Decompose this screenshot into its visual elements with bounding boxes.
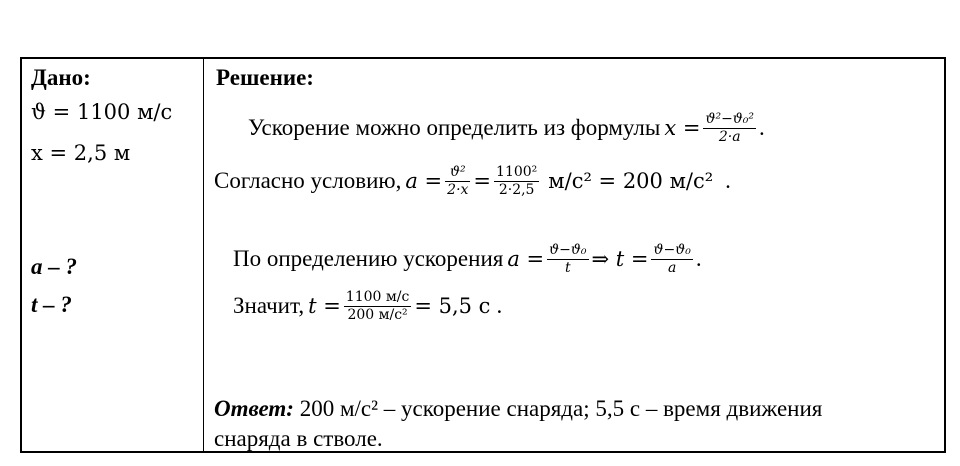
line2-denominator-1: 2·x — [447, 181, 469, 198]
line2-fraction-1 — [445, 164, 470, 199]
column-divider — [203, 59, 204, 451]
line1-text: Ускорение можно определить из формулы — [248, 115, 661, 140]
answer-line-1 — [214, 396, 822, 422]
line1-lhs: x = — [664, 116, 701, 140]
line3-numerator-1: ϑ−ϑ₀ — [549, 241, 587, 258]
line2-numerator-1: ϑ² — [445, 164, 470, 182]
line3-fraction-1 — [547, 242, 588, 277]
solution-line-4 — [233, 279, 502, 333]
solution-table — [20, 57, 946, 453]
line4-denominator: 200 м/с² — [347, 306, 408, 323]
line1-fraction — [703, 111, 756, 146]
line4-end: . — [496, 293, 503, 318]
solution-line-2 — [214, 154, 731, 208]
line3-text: По определению ускорения — [233, 246, 504, 271]
line4-lhs: t = — [308, 294, 341, 318]
line4-numerator: 1100 м/с — [345, 288, 410, 305]
line4-result: = 5,5 с — [414, 294, 491, 318]
line2-lhs: a = — [405, 169, 443, 193]
line3-fraction-2 — [651, 242, 692, 277]
answer-line-2: снаряда в стволе. — [214, 426, 383, 451]
line2-text: Согласно условию, — [214, 168, 402, 193]
solution-title: Решение: — [216, 65, 314, 90]
line2-result: м/с² = 200 м/с² — [548, 169, 714, 193]
line3-denominator-1: t — [565, 259, 571, 276]
line3-lhs: a = — [507, 247, 545, 271]
line1-end: . — [759, 115, 765, 140]
given-distance: x = 2,5 м — [31, 141, 131, 165]
line3-denominator-2: a — [667, 259, 677, 276]
find-time: t – ? — [31, 292, 72, 317]
line2-numerator-2: 1100² — [496, 163, 538, 180]
line3-implies: ⇒ t = — [591, 247, 649, 271]
answer-label: Ответ: — [214, 396, 294, 421]
answer-text: 200 м/с² – ускорение снаряда; 5,5 с – время движения — [299, 396, 823, 421]
find-acceleration: a – ? — [31, 254, 77, 279]
given-title: Дано: — [31, 65, 91, 90]
line1-numerator: ϑ²−ϑ₀² — [705, 110, 755, 127]
solution-line-3 — [233, 232, 702, 286]
line1-denominator: 2·a — [718, 128, 741, 145]
given-speed: ϑ = 1100 м/с — [31, 100, 173, 124]
line2-fraction-2 — [494, 164, 539, 199]
solution-line-1 — [248, 100, 765, 156]
line4-fraction — [344, 289, 412, 324]
line2-equals: = — [473, 169, 492, 193]
line2-denominator-2: 2·2,5 — [498, 181, 535, 198]
line3-numerator-2: ϑ−ϑ₀ — [653, 241, 691, 258]
line3-end: . — [695, 246, 702, 271]
line2-end: . — [725, 168, 731, 193]
line4-text: Значит, — [233, 293, 305, 318]
